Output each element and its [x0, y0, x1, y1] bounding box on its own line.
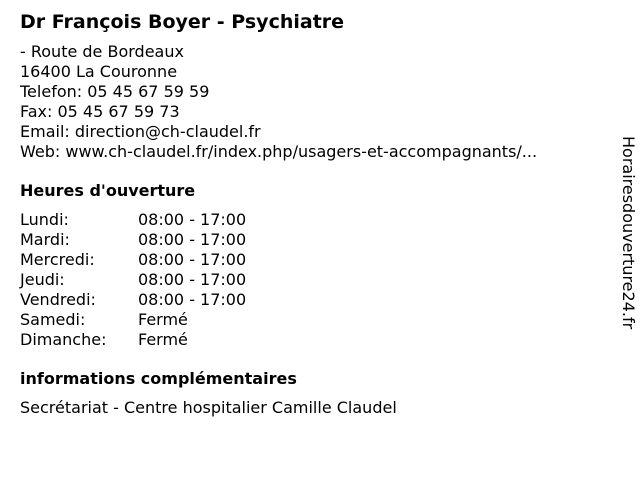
day-label: Lundi: [20, 210, 69, 229]
hours-row-sunday [20, 330, 610, 350]
time-value: 08:00 - 17:00 [138, 290, 247, 309]
time-value: 08:00 - 17:00 [138, 250, 247, 269]
time-value: 08:00 - 17:00 [138, 270, 247, 289]
time-value: 08:00 - 17:00 [138, 230, 247, 249]
brand-watermark: Horairesdouverture24.fr [619, 136, 638, 330]
day-label: Dimanche: [20, 330, 107, 349]
hours-row-monday [20, 210, 610, 230]
page-title: Dr François Boyer - Psychiatre [20, 11, 345, 33]
business-card [20, 10, 610, 418]
opening-hours-list [20, 210, 610, 350]
time-value: Fermé [138, 310, 188, 329]
day-label: Jeudi: [20, 270, 65, 289]
time-value: Fermé [138, 330, 188, 349]
additional-info-text: Secrétariat - Centre hospitalier Camille Claudel [20, 398, 397, 417]
additional-info-heading: informations complémentaires [20, 369, 297, 388]
address-street: - Route de Bordeaux [20, 42, 184, 61]
day-label: Mardi: [20, 230, 70, 249]
hours-row-saturday [20, 310, 610, 330]
web-line: Web: www.ch-claudel.fr/index.php/usagers-et-accompagnants/... [20, 142, 538, 161]
time-value: 08:00 - 17:00 [138, 210, 247, 229]
day-label: Mercredi: [20, 250, 95, 269]
hours-row-friday [20, 290, 610, 310]
hours-row-tuesday [20, 230, 610, 250]
day-label: Vendredi: [20, 290, 96, 309]
opening-hours-heading: Heures d'ouverture [20, 181, 196, 200]
hours-row-thursday [20, 270, 610, 290]
fax-line: Fax: 05 45 67 59 73 [20, 102, 180, 121]
phone-line: Telefon: 05 45 67 59 59 [20, 82, 210, 101]
address-city: 16400 La Couronne [20, 62, 178, 81]
day-label: Samedi: [20, 310, 86, 329]
email-line: Email: direction@ch-claudel.fr [20, 122, 261, 141]
hours-row-wednesday [20, 250, 610, 270]
